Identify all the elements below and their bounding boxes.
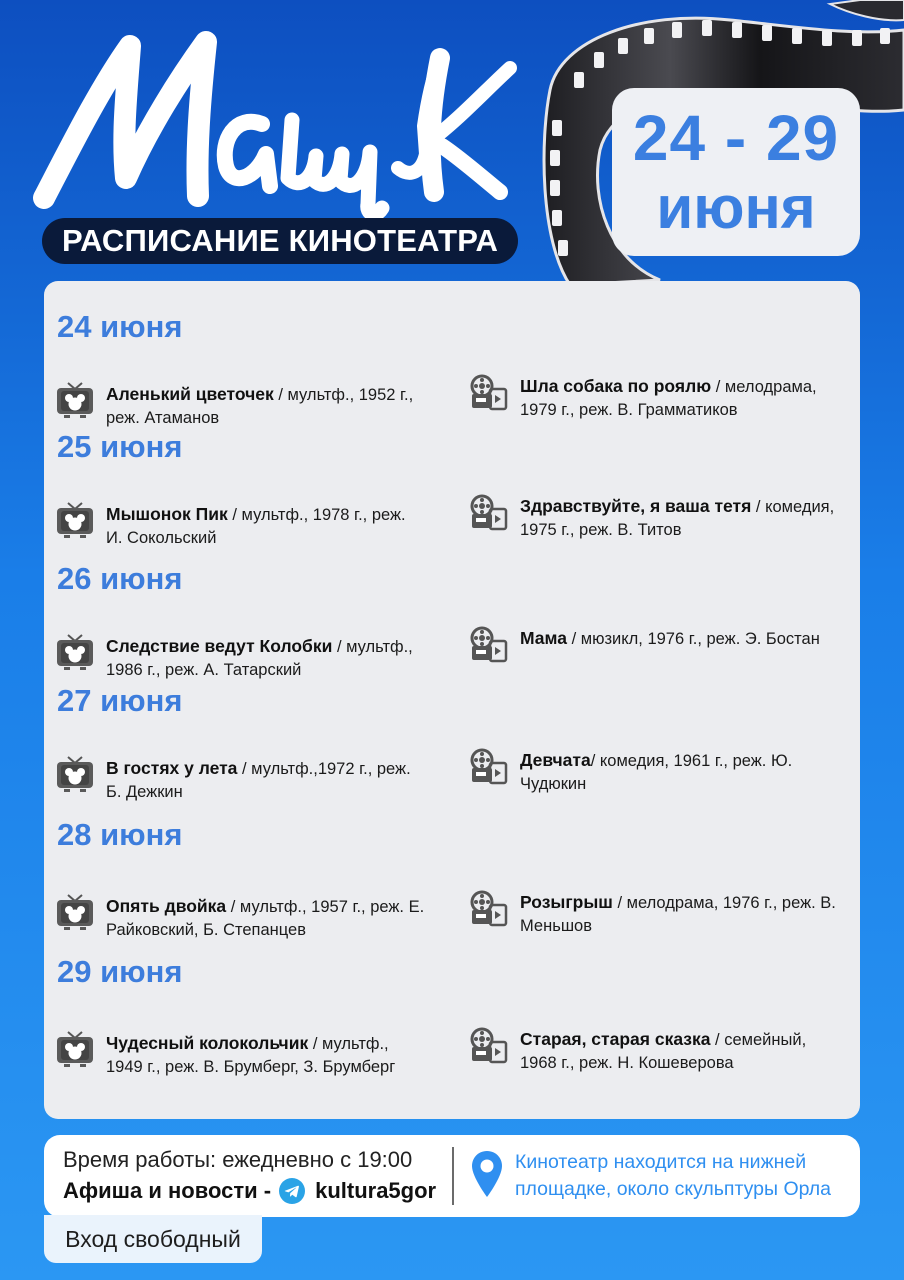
film-description xyxy=(520,495,840,542)
news-line xyxy=(63,1178,436,1204)
cartoon-tv-icon xyxy=(56,755,94,793)
film-description xyxy=(106,1032,426,1079)
film-description xyxy=(106,383,426,430)
machuk-logo-lettering xyxy=(30,28,530,218)
film-title: Старая, старая сказка xyxy=(520,1029,711,1049)
cartoon-tv-icon xyxy=(56,633,94,671)
film-title: Чудесный колокольчик xyxy=(106,1033,309,1053)
film-title: Опять двойка xyxy=(106,896,227,916)
film-title: Мышонок Пик xyxy=(106,504,228,524)
film-title: Розыгрыш xyxy=(520,892,613,912)
info-card xyxy=(44,1135,860,1217)
film-description xyxy=(106,895,426,942)
film-details: / комедия, 1975 г., реж. В. Титов xyxy=(520,498,835,539)
machuk-logo xyxy=(30,28,530,218)
film-description xyxy=(520,891,840,938)
film-details: / мультф., 1952 г., реж. Атаманов xyxy=(106,386,414,427)
film-title: Девчата xyxy=(520,750,591,770)
cartoon-tv-icon xyxy=(56,381,94,419)
film-projector-icon xyxy=(470,889,508,927)
cartoon-tv-icon xyxy=(56,501,94,539)
film-details: / мультф., 1949 г., реж. В. Брумберг, З. Брумберг xyxy=(106,1035,396,1076)
film-title: Здравствуйте, я ваша тетя xyxy=(520,496,752,516)
film-details: / комедия, 1961 г., реж. Ю. Чудюкин xyxy=(520,752,793,793)
day-title: 24 июня xyxy=(57,309,183,344)
film-details: / мелодрама, 1976 г., реж. В. Меньшов xyxy=(520,894,836,935)
location-pin-icon xyxy=(470,1149,504,1201)
film-title: Мама xyxy=(520,628,567,648)
film-projector-icon xyxy=(470,747,508,785)
film-details: / мультф.,1972 г., реж. Б. Дежкин xyxy=(106,760,411,801)
film-title: Следствие ведут Колобки xyxy=(106,636,333,656)
film-description xyxy=(520,749,840,796)
news-label: Афиша и новости - xyxy=(63,1178,272,1203)
film-projector-icon xyxy=(470,373,508,411)
film-description xyxy=(106,503,426,550)
location-text: Кинотеатр находится на нижней площадке, около скульптуры Орла xyxy=(515,1151,832,1200)
day-title: 28 июня xyxy=(57,817,183,852)
date-range: 24 - 29 xyxy=(632,101,840,174)
telegram-icon xyxy=(279,1178,305,1204)
film-details: / мультф., 1957 г., реж. Е. Райковский, Б. Степанцев xyxy=(106,898,425,939)
day-title: 27 июня xyxy=(57,683,183,718)
day-title: 26 июня xyxy=(57,561,183,596)
film-description xyxy=(106,635,426,682)
film-description xyxy=(106,757,426,804)
day-title: 25 июня xyxy=(57,429,183,464)
date-range-card xyxy=(612,88,860,256)
film-title: Шла собака по роялю xyxy=(520,376,712,396)
film-details: / мюзикл, 1976 г., реж. Э. Бостан xyxy=(566,630,820,648)
film-description xyxy=(520,1028,840,1075)
telegram-channel-link[interactable]: kultura5gor xyxy=(315,1178,437,1203)
free-entry-badge: Вход свободный xyxy=(44,1215,262,1263)
film-projector-icon xyxy=(470,493,508,531)
film-details: / семейный, 1968 г., реж. Н. Кошеверова xyxy=(520,1031,807,1072)
film-title: Аленький цветочек xyxy=(106,384,274,404)
film-details: / мелодрама, 1979 г., реж. В. Грамматиков xyxy=(520,378,817,419)
day-title: 29 июня xyxy=(57,954,183,989)
film-description xyxy=(520,375,840,422)
divider xyxy=(452,1147,454,1205)
film-details: / мультф., 1978 г., реж. И. Сокольский xyxy=(106,506,406,547)
schedule-subtitle: РАСПИСАНИЕ КИНОТЕАТРА xyxy=(42,218,518,264)
schedule-card xyxy=(44,281,860,1119)
cartoon-tv-icon xyxy=(56,893,94,931)
film-projector-icon xyxy=(470,1026,508,1064)
film-projector-icon xyxy=(470,625,508,663)
film-title: В гостях у лета xyxy=(106,758,238,778)
date-month: июня xyxy=(656,174,816,242)
film-description xyxy=(520,627,840,651)
film-details: / мультф., 1986 г., реж. А. Татарский xyxy=(106,638,413,679)
cartoon-tv-icon xyxy=(56,1030,94,1068)
working-hours: Время работы: ежедневно с 19:00 xyxy=(63,1147,413,1172)
